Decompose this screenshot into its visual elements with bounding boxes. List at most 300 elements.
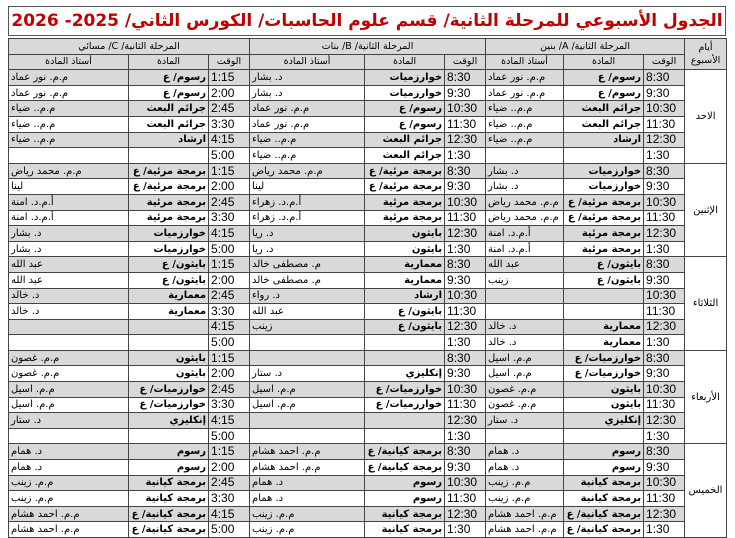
- teacher-cell: أ.م.د. امنة: [9, 194, 129, 210]
- group-header-row: [9, 39, 727, 55]
- table-row: [9, 304, 727, 320]
- table-row: [9, 288, 727, 304]
- subject-cell: جرائم البعث: [564, 116, 644, 132]
- table-row: [9, 85, 727, 101]
- subject-cell: جرائم البعث: [365, 148, 445, 164]
- teacher-cell: د. بشار: [250, 85, 365, 101]
- table-row: [9, 241, 727, 257]
- subject-cell: برمجة مرئية/ ع: [365, 163, 445, 179]
- teacher-cell: د. خالد: [486, 335, 564, 351]
- teacher-cell: م.م. زينب: [250, 522, 365, 538]
- time-cell: 8:30: [644, 257, 685, 273]
- teacher-header: أستاذ المادة: [9, 54, 129, 70]
- time-cell: 5:00: [209, 335, 250, 351]
- time-cell: 4:15: [209, 319, 250, 335]
- subject-cell: برمجة مرئية: [564, 241, 644, 257]
- time-cell: 12:30: [445, 226, 486, 242]
- teacher-cell: د. بشار: [9, 241, 129, 257]
- table-row: [9, 428, 727, 444]
- table-row: [9, 194, 727, 210]
- time-cell: 1:15: [209, 257, 250, 273]
- subject-cell: بايثون/ ع: [365, 304, 445, 320]
- teacher-cell: م.م.. ضياء: [250, 148, 365, 164]
- time-cell: 10:30: [644, 475, 685, 491]
- subject-cell: بايثون/ ع: [129, 272, 209, 288]
- time-cell: 9:30: [445, 366, 486, 382]
- table-row: [9, 132, 727, 148]
- time-cell: 2:00: [209, 272, 250, 288]
- subject-cell: برمجة كيانية/ ع: [129, 522, 209, 538]
- time-cell: 1:15: [209, 444, 250, 460]
- subject-cell: [129, 148, 209, 164]
- time-cell: 10:30: [445, 382, 486, 398]
- table-row: [9, 272, 727, 288]
- teacher-cell: لينا: [250, 179, 365, 195]
- subject-cell: برمجة مرئية: [129, 210, 209, 226]
- subject-cell: بايثون/ ع: [564, 272, 644, 288]
- table-row: [9, 460, 727, 476]
- page-title: الجدول الأسبوعي للمرحلة الثانية/ قسم علوم الحاسبات/ الكورس الثاني/ 2025- 2026: [8, 6, 726, 36]
- time-cell: 12:30: [445, 132, 486, 148]
- table-row: [9, 257, 727, 273]
- time-cell: 3:30: [209, 491, 250, 507]
- time-cell: 2:45: [209, 475, 250, 491]
- table-row: [9, 335, 727, 351]
- teacher-cell: د. همام: [250, 475, 365, 491]
- subject-cell: [564, 148, 644, 164]
- subject-cell: خوارزميات/ ع: [365, 397, 445, 413]
- teacher-cell: م.م. غصون: [9, 350, 129, 366]
- table-row: [9, 475, 727, 491]
- table-row: [9, 397, 727, 413]
- teacher-header: أستاذ المادة: [250, 54, 365, 70]
- day-label: الأربعاء: [685, 350, 727, 444]
- teacher-cell: [9, 428, 129, 444]
- teacher-cell: [486, 148, 564, 164]
- day-label: الاحد: [685, 70, 727, 164]
- time-cell: 3:30: [209, 304, 250, 320]
- time-cell: 10:30: [445, 101, 486, 117]
- table-row: [9, 148, 727, 164]
- subject-cell: خوارزميات: [564, 179, 644, 195]
- time-cell: 1:15: [209, 350, 250, 366]
- subject-cell: [564, 288, 644, 304]
- time-cell: 1:15: [209, 70, 250, 86]
- teacher-cell: د. رواء: [250, 288, 365, 304]
- teacher-cell: م.م.. ضياء: [486, 132, 564, 148]
- subject-cell: بايثون: [365, 241, 445, 257]
- time-cell: 8:30: [644, 163, 685, 179]
- subject-cell: برمجة مرئية/ ع: [564, 194, 644, 210]
- subject-cell: خوارزميات: [365, 70, 445, 86]
- subject-cell: [129, 319, 209, 335]
- subject-cell: برمجة مرئية: [365, 194, 445, 210]
- time-cell: 10:30: [445, 475, 486, 491]
- teacher-cell: د. همام: [9, 460, 129, 476]
- teacher-cell: م.م. محمد رياض: [486, 210, 564, 226]
- table-row: [9, 226, 727, 242]
- teacher-cell: د. همام: [486, 444, 564, 460]
- teacher-cell: عبد الله: [9, 272, 129, 288]
- subject-cell: برمجة كيانية: [129, 475, 209, 491]
- teacher-cell: د. ستار: [250, 366, 365, 382]
- time-cell: 2:00: [209, 179, 250, 195]
- subject-cell: [365, 335, 445, 351]
- time-cell: 8:30: [445, 444, 486, 460]
- subject-cell: رسوم: [129, 460, 209, 476]
- teacher-cell: م.م.. ضياء: [486, 116, 564, 132]
- teacher-cell: [250, 335, 365, 351]
- teacher-cell: م.م. غصون: [9, 366, 129, 382]
- time-cell: 3:30: [209, 116, 250, 132]
- time-cell: 5:00: [209, 241, 250, 257]
- table-row: [9, 366, 727, 382]
- teacher-cell: م.م. نور عماد: [250, 116, 365, 132]
- teacher-cell: أ.م.د. امنة: [9, 210, 129, 226]
- teacher-cell: م.م. اسيل: [9, 397, 129, 413]
- subject-cell: إنكليزي: [365, 366, 445, 382]
- time-cell: 9:30: [644, 272, 685, 288]
- teacher-cell: م.م. محمد رياض: [9, 163, 129, 179]
- subject-cell: معمارية: [564, 319, 644, 335]
- time-cell: 12:30: [644, 413, 685, 429]
- teacher-cell: د. همام: [250, 491, 365, 507]
- time-cell: 2:00: [209, 460, 250, 476]
- subject-cell: برمجة مرئية: [564, 226, 644, 242]
- time-cell: 4:15: [209, 132, 250, 148]
- time-cell: 11:30: [445, 491, 486, 507]
- teacher-cell: م.م. احمد هشام: [250, 460, 365, 476]
- subject-cell: برمجة كيانية: [365, 506, 445, 522]
- teacher-cell: م.م. اسيل: [250, 397, 365, 413]
- table-row: [9, 163, 727, 179]
- day-label: الثلاثاء: [685, 257, 727, 351]
- time-cell: 3:30: [209, 397, 250, 413]
- teacher-cell: م.م. زينب: [250, 506, 365, 522]
- subject-cell: بايثون: [564, 397, 644, 413]
- subject-cell: رسوم: [365, 491, 445, 507]
- subject-cell: [129, 335, 209, 351]
- group-c-header: المرحلة الثانية/ C/ مسائي: [9, 39, 250, 55]
- teacher-cell: [486, 428, 564, 444]
- subject-cell: معمارية: [129, 288, 209, 304]
- subject-cell: بايثون: [129, 366, 209, 382]
- subject-cell: برمجة مرئية/ ع: [129, 163, 209, 179]
- time-cell: 11:30: [644, 210, 685, 226]
- teacher-cell: زينب: [486, 272, 564, 288]
- teacher-cell: أ.م.د. امنة: [486, 226, 564, 242]
- time-cell: 12:30: [644, 226, 685, 242]
- time-cell: 1:30: [445, 241, 486, 257]
- subject-cell: خوارزميات/ ع: [129, 397, 209, 413]
- teacher-cell: م.م. زينب: [486, 491, 564, 507]
- subject-cell: [564, 304, 644, 320]
- table-row: [9, 522, 727, 538]
- time-cell: 9:30: [445, 179, 486, 195]
- teacher-cell: عبد الله: [250, 304, 365, 320]
- teacher-cell: م.م. احمد هشام: [9, 522, 129, 538]
- group-a-header: المرحلة الثانية/ A/ بنين: [486, 39, 685, 55]
- teacher-cell: م.م. محمد رياض: [486, 194, 564, 210]
- subject-cell: معمارية: [129, 304, 209, 320]
- time-cell: 11:30: [445, 397, 486, 413]
- subject-cell: جرائم البعث: [365, 132, 445, 148]
- teacher-cell: د. خالد: [486, 319, 564, 335]
- subject-cell: برمجة كيانية: [365, 522, 445, 538]
- subject-cell: رسوم: [365, 475, 445, 491]
- table-row: [9, 70, 727, 86]
- subject-cell: رسوم/ ع: [365, 101, 445, 117]
- teacher-cell: أ.م.د. زهراء: [250, 194, 365, 210]
- subject-cell: برمجة مرئية: [129, 194, 209, 210]
- time-cell: 12:30: [644, 319, 685, 335]
- time-cell: 1:30: [445, 148, 486, 164]
- time-cell: 11:30: [445, 210, 486, 226]
- teacher-cell: د. همام: [9, 444, 129, 460]
- table-row: [9, 101, 727, 117]
- time-cell: 8:30: [445, 257, 486, 273]
- time-header: الوقت: [644, 54, 685, 70]
- teacher-cell: م.م. اسيل: [486, 350, 564, 366]
- table-row: [9, 350, 727, 366]
- time-cell: 9:30: [644, 179, 685, 195]
- teacher-cell: م.م. محمد رياض: [250, 163, 365, 179]
- table-row: [9, 413, 727, 429]
- subject-cell: بايثون/ ع: [365, 319, 445, 335]
- subject-cell: بايثون: [365, 226, 445, 242]
- time-cell: 9:30: [445, 272, 486, 288]
- subject-cell: ارشاد: [564, 132, 644, 148]
- time-cell: 10:30: [445, 194, 486, 210]
- time-cell: 1:30: [445, 522, 486, 538]
- time-cell: 8:30: [644, 70, 685, 86]
- time-cell: 8:30: [445, 163, 486, 179]
- subject-cell: جرائم البعث: [564, 101, 644, 117]
- teacher-cell: م.م. اسيل: [9, 382, 129, 398]
- subject-cell: رسوم/ ع: [564, 85, 644, 101]
- time-cell: 1:30: [644, 335, 685, 351]
- schedule-body: [9, 70, 727, 538]
- teacher-cell: م.م. نور عماد: [250, 101, 365, 117]
- subject-header: المادة: [564, 54, 644, 70]
- teacher-cell: م.م. نور عماد: [9, 85, 129, 101]
- teacher-cell: أ.م.د. زهراء: [250, 210, 365, 226]
- subject-cell: معمارية: [564, 335, 644, 351]
- subject-cell: ارشاد: [365, 288, 445, 304]
- table-row: [9, 179, 727, 195]
- time-cell: 2:45: [209, 382, 250, 398]
- subject-cell: خوارزميات: [365, 85, 445, 101]
- time-cell: 9:30: [644, 460, 685, 476]
- subject-cell: برمجة كيانية/ ع: [365, 444, 445, 460]
- time-cell: 1:15: [209, 163, 250, 179]
- time-cell: 11:30: [644, 397, 685, 413]
- subject-cell: برمجة مرئية/ ع: [365, 179, 445, 195]
- teacher-cell: م.م. نور عماد: [486, 70, 564, 86]
- subject-cell: [365, 350, 445, 366]
- teacher-cell: م.م. زينب: [9, 475, 129, 491]
- subject-cell: برمجة كيانية/ ع: [564, 522, 644, 538]
- time-cell: 8:30: [644, 350, 685, 366]
- time-cell: 2:45: [209, 288, 250, 304]
- table-row: [9, 319, 727, 335]
- time-cell: 10:30: [644, 382, 685, 398]
- teacher-cell: د. ستار: [9, 413, 129, 429]
- time-cell: 11:30: [445, 304, 486, 320]
- subject-cell: رسوم/ ع: [129, 85, 209, 101]
- teacher-cell: م.م.. ضياء: [9, 132, 129, 148]
- subject-cell: [365, 413, 445, 429]
- time-cell: 8:30: [445, 350, 486, 366]
- time-cell: 10:30: [445, 288, 486, 304]
- subject-cell: برمجة كيانية: [564, 475, 644, 491]
- teacher-cell: د. ستار: [486, 413, 564, 429]
- subject-header: المادة: [129, 54, 209, 70]
- subject-cell: برمجة كيانية: [564, 491, 644, 507]
- teacher-header: أستاذ المادة: [486, 54, 564, 70]
- teacher-cell: [9, 148, 129, 164]
- time-cell: 5:00: [209, 428, 250, 444]
- time-cell: 12:30: [644, 132, 685, 148]
- time-cell: 1:30: [644, 522, 685, 538]
- time-cell: 2:00: [209, 366, 250, 382]
- table-row: [9, 491, 727, 507]
- teacher-cell: أ.م.د. امنة: [486, 241, 564, 257]
- subject-cell: رسوم/ ع: [365, 116, 445, 132]
- time-cell: 10:30: [644, 194, 685, 210]
- subject-cell: [129, 428, 209, 444]
- teacher-cell: م. مصطفى خالد: [250, 257, 365, 273]
- subject-cell: جرائم البعث: [129, 101, 209, 117]
- time-cell: 9:30: [644, 85, 685, 101]
- teacher-cell: [250, 428, 365, 444]
- teacher-cell: م.م. احمد هشام: [250, 444, 365, 460]
- time-cell: 1:30: [445, 335, 486, 351]
- teacher-cell: [9, 335, 129, 351]
- time-cell: 10:30: [644, 101, 685, 117]
- subject-header: المادة: [365, 54, 445, 70]
- subject-cell: بايثون: [129, 350, 209, 366]
- time-cell: 4:15: [209, 413, 250, 429]
- time-cell: 10:30: [644, 288, 685, 304]
- subject-cell: برمجة مرئية: [365, 210, 445, 226]
- time-cell: 2:45: [209, 101, 250, 117]
- teacher-cell: د. بشار: [486, 179, 564, 195]
- time-cell: 2:00: [209, 85, 250, 101]
- subject-cell: خوارزميات/ ع: [129, 382, 209, 398]
- subject-cell: خوارزميات: [129, 241, 209, 257]
- teacher-cell: م.م. اسيل: [486, 366, 564, 382]
- teacher-cell: [9, 319, 129, 335]
- subject-cell: برمجة مرئية/ ع: [564, 210, 644, 226]
- teacher-cell: م.م.. ضياء: [250, 132, 365, 148]
- time-cell: 12:30: [644, 506, 685, 522]
- table-row: [9, 116, 727, 132]
- subject-cell: رسوم: [564, 460, 644, 476]
- teacher-cell: م.م. نور عماد: [486, 85, 564, 101]
- time-cell: 5:00: [209, 148, 250, 164]
- subject-cell: رسوم/ ع: [129, 70, 209, 86]
- teacher-cell: [486, 288, 564, 304]
- weekly-schedule-table: [8, 38, 727, 538]
- subject-cell: [564, 428, 644, 444]
- time-cell: 9:30: [644, 366, 685, 382]
- teacher-cell: م.م.. ضياء: [486, 101, 564, 117]
- teacher-cell: لينا: [9, 179, 129, 195]
- subject-cell: خوارزميات: [564, 163, 644, 179]
- teacher-cell: م.م. احمد هشام: [486, 506, 564, 522]
- group-b-header: المرحلة الثانية/ B/ بنات: [250, 39, 486, 55]
- time-cell: 1:30: [644, 148, 685, 164]
- subject-cell: بايثون/ ع: [564, 257, 644, 273]
- teacher-cell: د. بشار: [486, 163, 564, 179]
- time-header: الوقت: [209, 54, 250, 70]
- time-cell: 5:00: [209, 522, 250, 538]
- time-cell: 11:30: [644, 304, 685, 320]
- teacher-cell: م.م. غصون: [486, 397, 564, 413]
- teacher-cell: [250, 413, 365, 429]
- subject-cell: بايثون/ ع: [129, 257, 209, 273]
- subject-cell: ارشاد: [129, 132, 209, 148]
- subject-cell: خوارزميات/ ع: [564, 350, 644, 366]
- subject-cell: خوارزميات: [129, 226, 209, 242]
- days-column-header: أيام الأسبوع: [685, 39, 727, 70]
- subject-cell: برمجة مرئية/ ع: [129, 179, 209, 195]
- time-cell: 11:30: [644, 116, 685, 132]
- time-cell: 9:30: [445, 460, 486, 476]
- time-cell: 12:30: [445, 319, 486, 335]
- table-row: [9, 506, 727, 522]
- teacher-cell: عبد الله: [486, 257, 564, 273]
- subject-cell: رسوم: [564, 444, 644, 460]
- time-cell: 1:30: [445, 428, 486, 444]
- teacher-cell: د. بشار: [250, 70, 365, 86]
- subject-cell: معمارية: [365, 272, 445, 288]
- teacher-cell: م.م.. ضياء: [9, 116, 129, 132]
- subject-cell: معمارية: [365, 257, 445, 273]
- teacher-cell: د. خالد: [9, 304, 129, 320]
- time-cell: 11:30: [644, 491, 685, 507]
- subject-cell: خوارزميات/ ع: [365, 382, 445, 398]
- time-cell: 8:30: [644, 444, 685, 460]
- table-row: [9, 444, 727, 460]
- time-cell: 9:30: [445, 85, 486, 101]
- teacher-cell: م.م. احمد هشام: [486, 522, 564, 538]
- time-cell: 11:30: [445, 116, 486, 132]
- teacher-cell: م.م. اسيل: [250, 382, 365, 398]
- time-cell: 1:30: [644, 428, 685, 444]
- subject-cell: جرائم البعث: [129, 116, 209, 132]
- teacher-cell: م.م. زينب: [486, 475, 564, 491]
- teacher-cell: د. همام: [486, 460, 564, 476]
- subject-cell: بايثون: [564, 382, 644, 398]
- subject-cell: برمجة كيانية: [129, 491, 209, 507]
- subject-cell: برمجة كيانية/ ع: [365, 460, 445, 476]
- teacher-cell: [250, 350, 365, 366]
- subject-cell: إنكليزي: [129, 413, 209, 429]
- time-cell: 4:15: [209, 506, 250, 522]
- time-cell: 12:30: [445, 506, 486, 522]
- time-header: الوقت: [445, 54, 486, 70]
- teacher-cell: د. بشار: [9, 226, 129, 242]
- day-label: الإثنين: [685, 163, 727, 257]
- teacher-cell: م.م. نور عماد: [9, 70, 129, 86]
- subject-cell: خوارزميات/ ع: [564, 366, 644, 382]
- subject-cell: رسوم/ ع: [564, 70, 644, 86]
- time-cell: 2:45: [209, 194, 250, 210]
- column-header-row: [9, 54, 727, 70]
- time-cell: 4:15: [209, 226, 250, 242]
